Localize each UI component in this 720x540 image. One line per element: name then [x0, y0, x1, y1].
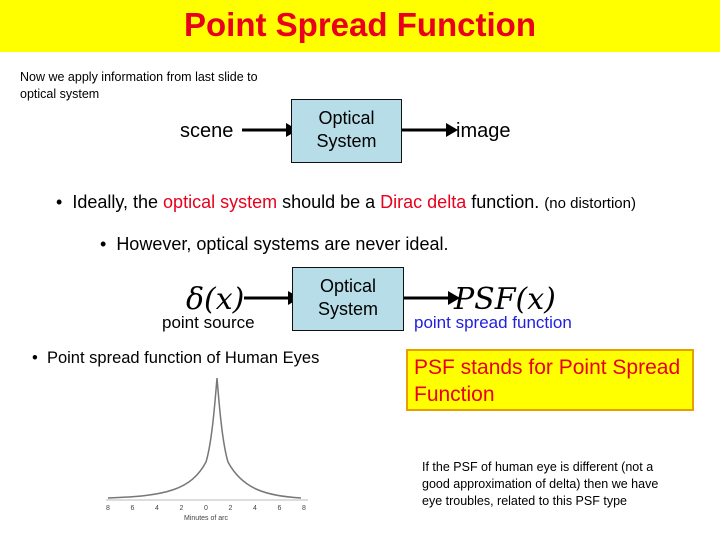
bullet-dot: • [56, 192, 73, 212]
slide-title: Point Spread Function [184, 6, 536, 43]
plot-tick-label: 4 [253, 505, 257, 512]
plot-tick-label: 6 [277, 505, 282, 512]
psf-callout-text: PSF stands for Point Spread Function [414, 356, 681, 406]
optical-system-label-line2: System [316, 131, 377, 151]
human-eye-psf-plot [96, 372, 316, 530]
bullet-not-ideal: • However, optical systems are never ideal. [100, 234, 449, 254]
psf-curve [108, 378, 301, 498]
delta-function-math: δ(x) [186, 282, 245, 317]
plot-tick-label: 2 [228, 505, 233, 512]
scene-label: scene [180, 120, 234, 142]
point-spread-function-label: point spread function [414, 313, 572, 332]
arrow-right-icon [400, 120, 460, 140]
plot-tick-label: 0 [204, 505, 208, 512]
intro-text: Now we apply information from last slide to optical system [20, 70, 258, 101]
eye-trouble-note: If the PSF of human eye is different (not a good approximation of delta) then we have eye troubles, related to this PSF type [422, 460, 659, 508]
optical-system-label-line1: Optical [318, 108, 375, 128]
dirac-delta-highlight: Dirac delta [380, 192, 467, 212]
optical-system-box [291, 99, 402, 163]
plot-tick-label: 2 [179, 505, 184, 512]
plot-tick-label: 6 [130, 505, 135, 512]
optical-system-box-2: Optical System [292, 267, 404, 331]
optical-system-highlight: optical system [163, 192, 278, 212]
image-label: image [456, 120, 511, 142]
bullet-human-eyes: • Point spread function of Human Eyes [32, 349, 320, 367]
point-source-label: point source [162, 313, 255, 332]
plot-tick-label: 4 [155, 505, 159, 512]
plot-tick-label: 8 [106, 505, 110, 512]
bullet-ideal: • Ideally, the optical system should be a Dirac delta function. (no distortion) [56, 192, 636, 212]
psf-function-math: PSF(x) [454, 282, 556, 317]
plot-x-axis-label: Minutes of arc [184, 515, 228, 522]
plot-tick-label: 8 [302, 505, 306, 512]
arrow-right-icon [402, 288, 462, 308]
no-distortion-note: (no distortion) [544, 195, 636, 212]
